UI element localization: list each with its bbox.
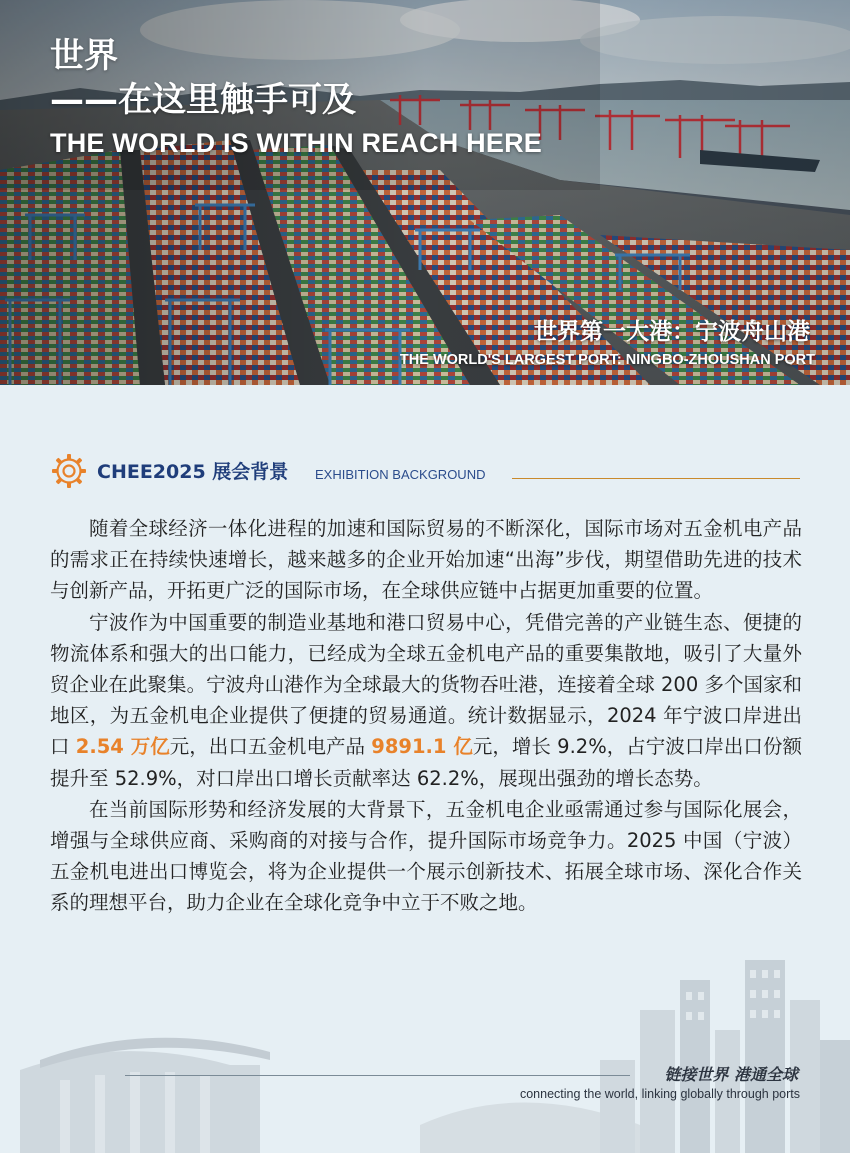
port-caption-en: THE WORLD'S LARGEST PORT: NINGBO-ZHOUSHAN PORT [399, 352, 815, 368]
paragraph-1: 随着全球经济一体化进程的加速和国际贸易的不断深化，国际市场对五金机电产品的需求正在持续快速增长，越来越多的企业开始加速“出海”步伐，期望借助先进的技术与创新产品，开拓更广泛的国际市场，在全球供应链中占据更加重要的位置。 [50, 517, 802, 603]
section-header [50, 452, 800, 492]
port-caption-cn: 世界第一大港：宁波舟山港 [534, 319, 810, 345]
paragraph-2-text-b: 元，出口五金机电产品 [169, 735, 372, 759]
article-body [50, 513, 802, 919]
paragraph-2-text-a: 宁波作为中国重要的制造业基地和港口贸易中心，凭借完善的产业链生态、便捷的物流体系和强大的出口能力，已经成为全球五金机电产品的重要集散地，吸引了大量外贸企业在此聚集。宁波舟山港作为全球最大的货物吞吐港，连接着全球 200 多个国家和地区，为五金机电企业提供了便捷的贸易通道。统计数据显示，2024 年宁波口岸进出口 [50, 610, 802, 759]
hero-title-cn-line2: ——在这里触手可及 [50, 80, 356, 120]
section-title-cn: CHEE2025 展会背景 [97, 461, 289, 483]
section-divider [512, 478, 800, 479]
slogan-en: connecting the world, linking globally through ports [519, 1087, 800, 1101]
highlight-hardware-export-value: 9891.1 亿 [371, 735, 473, 759]
hero-banner [0, 0, 850, 385]
gear-icon [50, 452, 88, 490]
paragraph-2-text-c: 元，增长 9.2%，占宁波口岸出口份额提升至 52.9%，对口岸出口增长贡献率达 62.2%，展现出强劲的增长态势。 [50, 735, 802, 790]
slogan-cn: 链接世界 港通全球 [664, 1065, 798, 1084]
paragraph-2 [50, 607, 802, 794]
hero-title-en: THE WORLD IS WITHIN REACH HERE [50, 128, 542, 158]
paragraph-3: 在当前国际形势和经济发展的大背景下，五金机电企业亟需通过参与国际化展会，增强与全球供应商、采购商的对接与合作，提升国际市场竞争力。2025 中国（宁波）五金机电进出口博览会，将为企业提供一个展示创新技术、拓展全球市场、深化合作关系的理想平台，助力企业在全球化竞争中立于不败之地。 [50, 797, 802, 915]
city-skyline-illustration [0, 940, 850, 1153]
highlight-import-export-value: 2.54 万亿 [75, 735, 170, 759]
hero-title-cn-line1: 世界 [50, 36, 118, 76]
section-title-en: EXHIBITION BACKGROUND [315, 467, 486, 482]
footer-divider [125, 1075, 630, 1076]
